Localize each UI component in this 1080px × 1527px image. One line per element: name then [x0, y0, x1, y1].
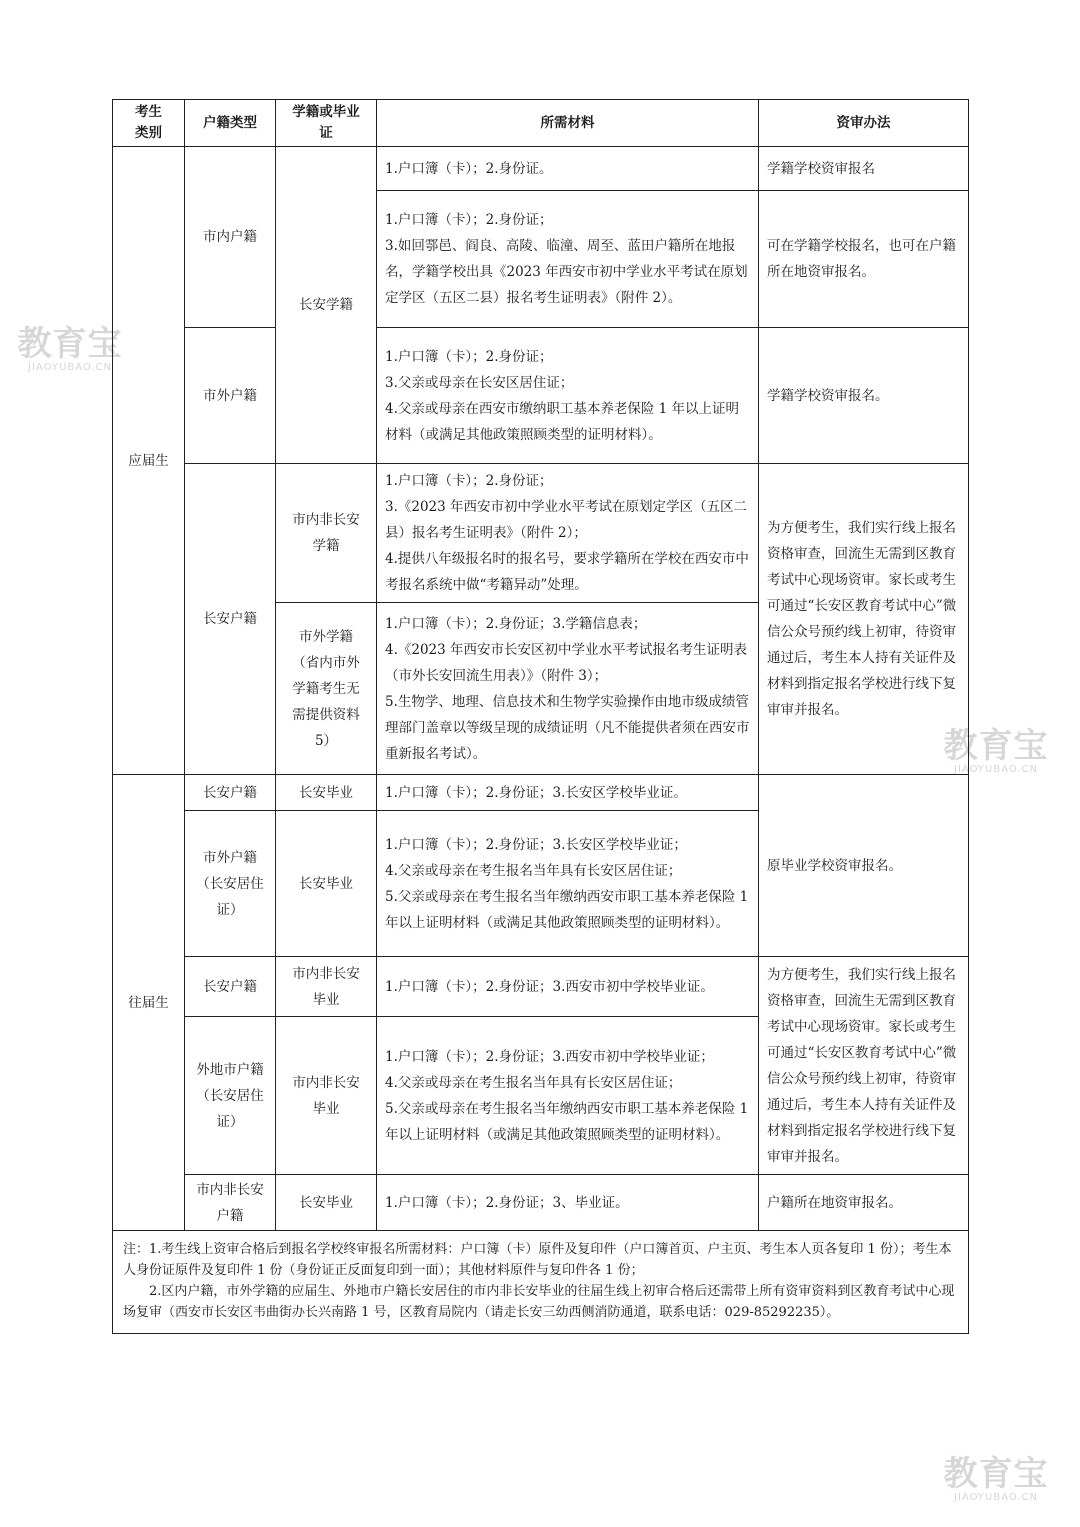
materials-text: 1.户口簿（卡）；2.身份证；3.西安市初中学校毕业证。	[385, 978, 714, 995]
table-row	[113, 147, 969, 191]
household-city-text: 市内户籍	[203, 229, 257, 245]
materials-text: 1.户口簿（卡）；2.身份证。	[385, 160, 553, 177]
household-changan-text: 长安户籍	[203, 611, 257, 627]
table-row	[113, 464, 969, 603]
method-cell	[759, 1175, 969, 1231]
category-previous	[113, 775, 185, 1231]
category-current	[113, 147, 185, 775]
household-changan-prev-text: 长安户籍	[203, 784, 257, 801]
method-cell	[759, 328, 969, 464]
notes-cell	[113, 1231, 969, 1334]
grad-changan-2	[276, 811, 377, 957]
materials-text: 1.户口簿（卡）；2.身份证；3、毕业证。	[385, 1194, 629, 1211]
household-out-city-prev-text: 市外户籍 （长安居住 证）	[196, 849, 264, 918]
watermark-url: JIAOYUBAO.CN	[28, 362, 112, 373]
materials-cell	[377, 811, 759, 957]
materials-text: 1.户口簿（卡）；2.身份证；3.长安区学校毕业证； 4.父亲或母亲在考生报名当年具有长安区居住证； 5.父亲或母亲在考生报名当年缴纳西安市职工基本养老保险 1 年以上证明材料（或满足其他政策照顾类型的证明材料）。	[385, 836, 749, 931]
notes-row	[113, 1231, 969, 1334]
materials-cell	[377, 957, 759, 1017]
category-previous-text: 往届生	[128, 994, 169, 1011]
grad-non-changan-text: 市内非长安 毕业	[292, 965, 360, 1008]
materials-cell	[377, 603, 759, 775]
household-other-city	[185, 1017, 276, 1175]
note-2: 2.区内户籍，市外学籍的应届生、外地市户籍长安居住的市内非长安毕业的往届生线上初审合格后还需带上所有资审资料到区教育考试中心现场复审（西安市长安区韦曲街办长兴南路 1 号，区教育局院内（请走长安三幼西侧消防通道，联系电话：029-85292235）。	[123, 1284, 955, 1320]
household-changan	[185, 464, 276, 775]
grad-changan-text: 长安毕业	[299, 784, 353, 801]
grad-non-changan	[276, 957, 377, 1017]
materials-cell	[377, 147, 759, 191]
table-row	[113, 775, 969, 811]
header-category	[113, 100, 185, 147]
method-text: 学籍学校资审报名	[767, 160, 875, 177]
method-text: 为方便考生，我们实行线上报名资格审查，回流生无需到区教育考试中心现场资审。家长或考生可通过“长安区教育考试中心”微信公众号预约线上初审，待资审通过后，考生本人持有关证件及材料到指定报名学校进行线下复审审并报名。	[767, 520, 957, 718]
header-school-status	[276, 100, 377, 147]
header-household-text: 户籍类型	[203, 114, 257, 131]
watermark-text: 教育宝	[943, 1454, 1049, 1494]
method-cell	[759, 191, 969, 328]
materials-text: 1.户口簿（卡）；2.身份证；3.西安市初中学校毕业证； 4.父亲或母亲在考生报名当年具有长安区居住证； 5.父亲或母亲在考生报名当年缴纳西安市职工基本养老保险 1 年以上证明材料（或满足其他政策照顾类型的证明材料）。	[385, 1048, 749, 1143]
materials-cell	[377, 191, 759, 328]
method-text: 学籍学校资审报名。	[767, 387, 889, 404]
household-changan-prev-2-text: 长安户籍	[203, 978, 257, 995]
materials-cell	[377, 1175, 759, 1231]
method-cell	[759, 957, 969, 1175]
materials-cell	[377, 1017, 759, 1175]
header-category-text: 考生 类别	[135, 104, 162, 141]
header-household	[185, 100, 276, 147]
household-changan-prev	[185, 775, 276, 811]
status-non-changan-city-text: 市内非长安 学籍	[292, 512, 360, 554]
status-non-changan-city	[276, 464, 377, 603]
watermark-url: JIAOYUBAO.CN	[954, 764, 1038, 775]
registration-materials-table	[112, 99, 969, 1334]
grad-changan-2-text: 长安毕业	[299, 875, 353, 892]
table-header-row	[113, 100, 969, 147]
household-city	[185, 147, 276, 328]
materials-text: 1.户口簿（卡）；2.身份证； 3.如回鄠邑、阎良、高陵、临潼、周至、蓝田户籍所在地报名，学籍学校出具《2023 年西安市初中学业水平考试在原划定学区（五区二县）报名考生证明表》（附件 2）。	[385, 212, 748, 306]
household-non-changan-city-text: 市内非长安 户籍	[196, 1181, 264, 1224]
table-row	[113, 957, 969, 1017]
household-out-city	[185, 328, 276, 464]
watermark-text: 教育宝	[17, 324, 123, 364]
materials-text: 1.户口簿（卡）；2.身份证；3.学籍信息表； 4.《2023 年西安市长安区初中学业水平考试报名考生证明表（市外长安回流生用表）》（附件 3）； 5.生物学、地理、信息技术和生物学实验操作由地市级成绩管理部门盖章以等级呈现的成绩证明（凡不能提供者须在西安市重新报名考试）。	[385, 615, 750, 762]
status-changan	[276, 147, 377, 464]
grad-changan-3-text: 长安毕业	[299, 1194, 353, 1211]
method-text: 原毕业学校资审报名。	[767, 857, 902, 874]
household-changan-prev-2	[185, 957, 276, 1017]
status-changan-text: 长安学籍	[299, 297, 353, 313]
materials-cell	[377, 328, 759, 464]
status-out-city	[276, 603, 377, 775]
grad-changan-3	[276, 1175, 377, 1231]
materials-text: 1.户口簿（卡）；2.身份证； 3.父亲或母亲在长安区居住证； 4.父亲或母亲在西安市缴纳职工基本养老保险 1 年以上证明材料（或满足其他政策照顾类型的证明材料）。	[385, 348, 740, 443]
header-school-status-text: 学籍或毕业 证	[292, 104, 360, 141]
header-materials	[377, 100, 759, 147]
header-method-text: 资审办法	[836, 114, 891, 131]
method-cell	[759, 147, 969, 191]
materials-text: 1.户口簿（卡）；2.身份证； 3.《2023 年西安市初中学业水平考试在原划定学区（五区二县）报名考生证明表》（附件 2）； 4.提供八年级报名时的报名号，要求学籍所在学校在西安市中考报名系统中做“考籍异动”处理。	[385, 473, 749, 593]
watermark-url: JIAOYUBAO.CN	[954, 1492, 1038, 1503]
header-materials-text: 所需材料	[540, 114, 595, 131]
note-1: 注：1.考生线上资审合格后到报名学校终审报名所需材料：户口簿（卡）原件及复印件（户口簿首页、户主页、考生本人页各复印 1 份）；考生本人身份证原件及复印件 1 份（身份证正反面复印到一面）；其他材料原件与复印件各 1 份；	[123, 1242, 952, 1278]
household-non-changan-city	[185, 1175, 276, 1231]
grad-non-changan-2	[276, 1017, 377, 1175]
table-row	[113, 328, 969, 464]
category-current-text: 应届生	[128, 452, 169, 469]
watermark-bottom	[926, 1456, 1066, 1504]
materials-text: 1.户口簿（卡）；2.身份证；3.长安区学校毕业证。	[385, 784, 687, 801]
grad-changan	[276, 775, 377, 811]
method-text: 为方便考生，我们实行线上报名资格审查，回流生无需到区教育考试中心现场资审。家长或考生可通过“长安区教育考试中心”微信公众号预约线上初审，待资审通过后，考生本人持有关证件及材料到指定报名学校进行线下复审审并报名。	[767, 966, 957, 1165]
household-other-city-text: 外地市户籍 （长安居住 证）	[196, 1061, 264, 1130]
method-text: 可在学籍学校报名，也可在户籍所在地资审报名。	[767, 238, 956, 280]
header-method	[759, 100, 969, 147]
materials-cell	[377, 775, 759, 811]
grad-non-changan-2-text: 市内非长安 毕业	[292, 1074, 360, 1117]
materials-cell	[377, 464, 759, 603]
household-out-city-text: 市外户籍	[203, 387, 257, 404]
method-cell	[759, 775, 969, 957]
household-out-city-prev	[185, 811, 276, 957]
watermark-text: 教育宝	[943, 726, 1049, 766]
method-cell	[759, 464, 969, 775]
status-out-city-text: 市外学籍 （省内市外 学籍考生无 需提供资料 5）	[292, 628, 360, 749]
table-row	[113, 1175, 969, 1231]
method-text: 户籍所在地资审报名。	[767, 1194, 902, 1211]
